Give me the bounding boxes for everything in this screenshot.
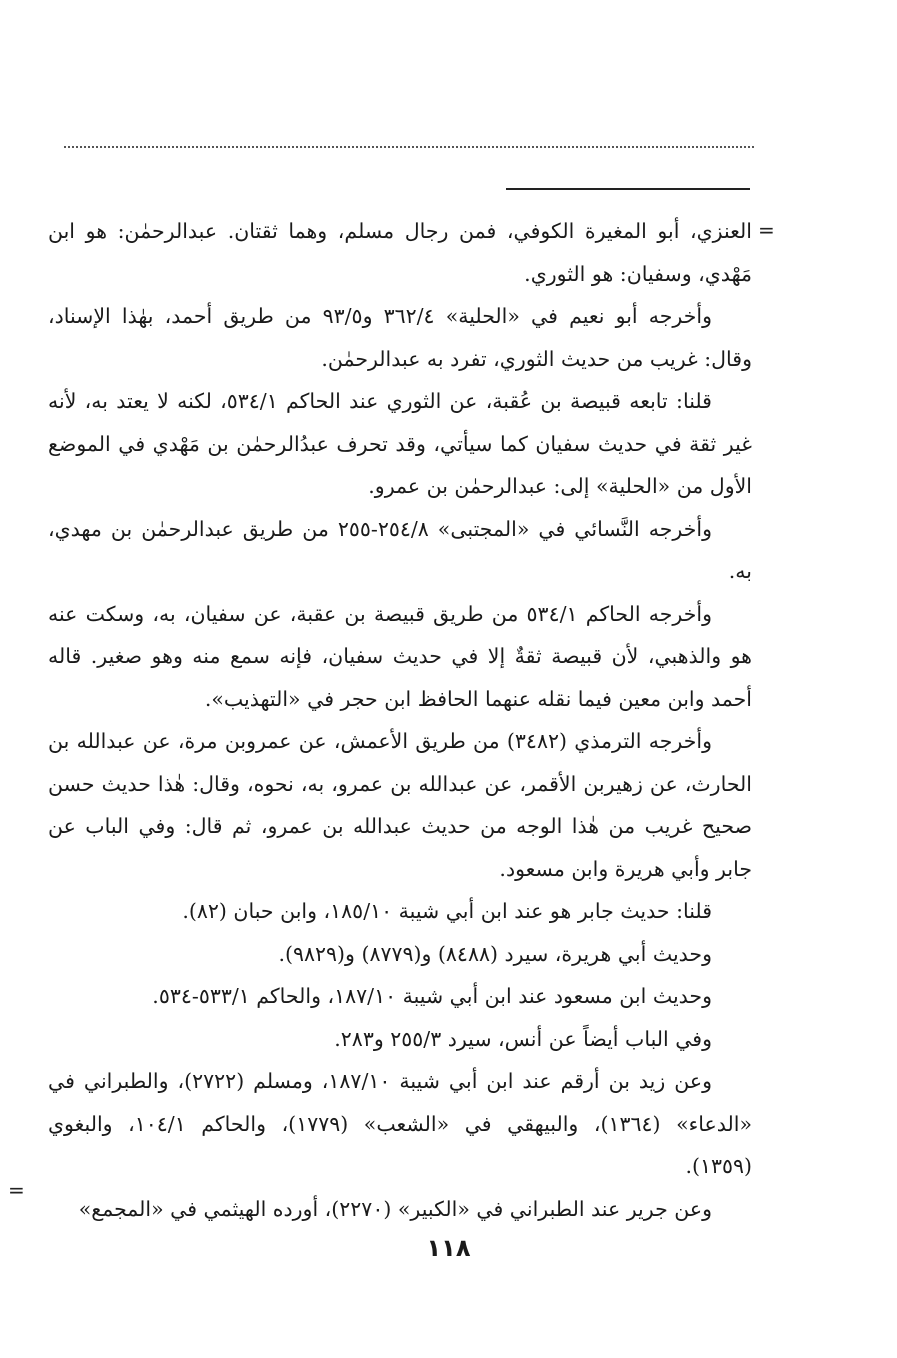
paragraph-12: وعن جرير عند الطبراني في «الكبير» (٢٢٧٠)، أورده الهيثمي في «المجمع» xyxy=(78,1196,712,1221)
page-number: ١١٨ xyxy=(426,1234,471,1262)
paragraph-5: وأخرجه الحاكم ٥٣٤/١ من طريق قبيصة بن عقبة، عن سفيان، به، وسكت عنه هو والذهبي، لأن قبيصة ثقةٌ إلا في حديث سفيان، فإنه سمع منه وهو صغير. قاله أحمد وابن معين فيما نقله عنهما الحافظ ابن حجر في «التهذيب». xyxy=(48,601,752,711)
dotted-separator xyxy=(64,146,754,148)
paragraph-11: وعن زيد بن أرقم عند ابن أبي شيبة ١٨٧/١٠، ومسلم (٢٧٢٢)، والطبراني في «الدعاء» (١٣٦٤)، والبيهقي في «الشعب» (١٧٧٩)، والحاكم ١٠٤/١، والبغوي (١٣٥٩). xyxy=(48,1069,753,1178)
paragraph-8: وحديث أبي هريرة، سيرد (٨٤٨٨) و(٨٧٧٩) و(٩٨٢٩). xyxy=(278,941,712,966)
paragraph-10: وفي الباب أيضاً عن أنس، سيرد ٢٥٥/٣ و٢٨٣. xyxy=(334,1026,712,1051)
footnote-rule xyxy=(506,188,750,190)
paragraph-9: وحديث ابن مسعود عند ابن أبي شيبة ١٨٧/١٠، والحاكم ٥٣٣/١-٥٣٤. xyxy=(152,984,712,1008)
paragraph-2: وأخرجه أبو نعيم في «الحلية» ٣٦٢/٤ و٩٣/٥ من طريق أحمد، بهٰذا الإسناد، وقال: غريب من حديث الثوري، تفرد به عبدالرحمٰن. xyxy=(48,304,752,371)
paragraph-3: قلنا: تابعه قبيصة بن عُقبة، عن الثوري عند الحاكم ٥٣٤/١، لكنه لا يعتد به، لأنه غير ثقة في حديث سفيان كما سيأتي، وقد تحرف عبدُالرحمٰن بن مَهْدي في الموضع الأول من «الحلية» إلى: عبدالرحمٰن بن عمرو. xyxy=(48,389,752,498)
continuation-mark-bottom: = xyxy=(8,1178,25,1202)
footnote-text xyxy=(48,210,752,1230)
paragraph-4: وأخرجه النَّسائي في «المجتبى» ٢٥٤/٨-٢٥٥ من طريق عبدالرحمٰن بن مهدي، به. xyxy=(48,516,752,583)
paragraph-1: العنزي، أبو المغيرة الكوفي، فمن رجال مسلم، وهما ثقتان. عبدالرحمٰن: هو ابن مَهْدي، وسفيان: هو الثوري. xyxy=(48,219,752,286)
paragraph-7: قلنا: حديث جابر هو عند ابن أبي شيبة ١٨٥/١٠، وابن حبان (٨٢). xyxy=(182,899,712,923)
continuation-mark-top: = xyxy=(758,218,775,242)
paragraph-6: وأخرجه الترمذي (٣٤٨٢) من طريق الأعمش، عن عمروبن مرة، عن عبدالله بن الحارث، عن زهيربن الأقمر، عن عبدالله بن عمرو، به، نحوه، وقال: هٰذا حديث حسن صحيح غريب من هٰذا الوجه من حديث عبدالله بن عمرو، ثم قال: وفي الباب عن جابر وأبي هريرة وابن مسعود. xyxy=(48,729,752,881)
